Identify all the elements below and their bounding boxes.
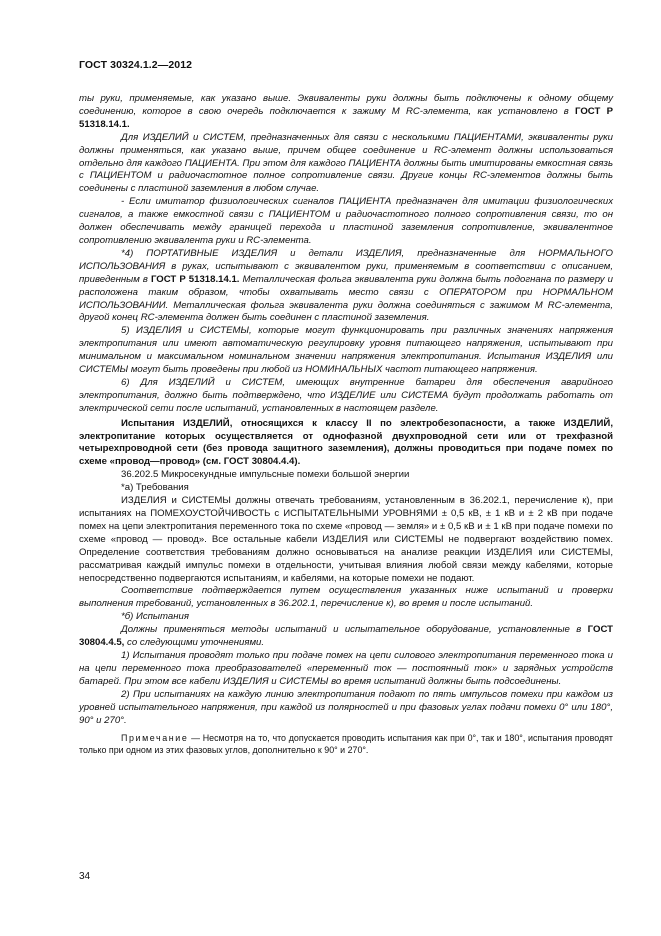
paragraph-supply-voltage: 5) ИЗДЕЛИЯ и СИСТЕМЫ, которые могут функционировать при различных значениях напряжения электропитания или имеют автоматическую регулировку уровня питающего напряжения, испытывают при минимальном и максимальном номинальном значении напряжения электропитания. Испытания ИЗДЕЛИЯ или СИСТЕМЫ могут быть проведены при любой из НОМИНАЛЬНЫХ частот питающего напряжения.	[79, 325, 613, 376]
paragraph-internal-batteries: 6) Для ИЗДЕЛИЙ и СИСТЕМ, имеющих внутренние батареи для обеспечения аварийного электропитания, должно быть подтверждено, что ИЗДЕЛИЕ или СИСТЕМА будут продолжать работать от электрической сети после испытаний, установленных в настоящем разделе.	[79, 376, 613, 414]
paragraph-compliance: Соответствие подтверждается путем осуществления указанных ниже испытаний и проверки выполнения требований, установленных в 36.202.1, перечисление к), во время и после испытаний.	[79, 585, 613, 610]
paragraph-test-methods: Должны применяться методы испытаний и испытательное оборудование, установленные в ГОСТ 30804.4.5, со следующими уточнениями.	[79, 624, 613, 649]
note-text: — Несмотря на то, что допускается проводить испытания как при 0°, так и 180°, испытания проводят только при одном из этих фазовых углов, дополнительно к 90° и 270°.	[79, 733, 613, 756]
page-number: 34	[79, 871, 91, 882]
paragraph-hand-equivalent-connection: ты руки, применяемые, как указано выше. Эквиваленты руки должны быть подключены к одному общему соединению, которое в свою очередь подключается к зажиму М RC-элемента, как установлено в ГОСТ Р 51318.14.1.	[79, 93, 613, 130]
paragraph-multiple-patients: Для ИЗДЕЛИЙ и СИСТЕМ, предназначенных для связи с несколькими ПАЦИЕНТАМИ, эквиваленты руки должны применяться, как указано выше, причем общее соединение и RC-элемент должны использоваться отдельно для каждого ПАЦИЕНТА. При этом для каждого ПАЦИЕНТА должны быть имитированы емкостная связь с ПАЦИЕНТОМ и радиочастотное полное сопротивление связи. Другие концы RC-элементов должны быть соединены с пластиной заземления в любом случае.	[79, 131, 613, 195]
document-body	[79, 93, 613, 756]
note	[79, 732, 613, 756]
subsection-tests: *б) Испытания	[121, 611, 189, 623]
document-header: ГОСТ 30324.1.2—2012	[79, 59, 193, 71]
paragraph-test-item-1: 1) Испытания проводят только при подаче помех на цепи силового электропитания переменного тока и на цепи переменного тока преобразователей «переменный ток — постоянный ток» и зарядных устройств батарей. При этом все кабели ИЗДЕЛИЯ и СИСТЕМЫ во время испытаний должны быть подсоединены.	[79, 649, 613, 687]
section-heading-36-202-5: 36.202.5 Микросекундные импульсные помехи большой энергии	[121, 469, 410, 481]
note-label: Примечание	[121, 733, 189, 744]
paragraph-class-ii-testing: Испытания ИЗДЕЛИЙ, относящихся к классу II по электробезопасности, а также ИЗДЕЛИЙ, электропитание которых осуществляется от однофазной двухпроводной сети или от трехфазной четырехпроводной сети (без провода защитного заземления), должны проводиться при подаче помех по схеме «провод—провод» (см. ГОСТ 30804.4.4).	[79, 417, 613, 468]
paragraph-portable-devices: *4) ПОРТАТИВНЫЕ ИЗДЕЛИЯ и детали ИЗДЕЛИЯ, предназначенные для НОРМАЛЬНОГО ИСПОЛЬЗОВАНИЯ в руках, испытывают с эквивалентом руки, применяемым в соответствии с описанием, приведенным в ГОСТ Р 51318.14.1. Металлическая фольга эквивалента руки должна быть подогнана по размеру и расположена таким образом, чтобы охватывать место связи с ОПЕРАТОРОМ при НОРМАЛЬНОМ ИСПОЛЬЗОВАНИИ. Металлическая фольга эквивалента руки должна соединяться с зажимом М RC-элемента, другой конец RC-элемента должен быть соединен с пластиной заземления.	[79, 247, 613, 324]
paragraph-test-item-2: 2) При испытаниях на каждую линию электропитания подают по пять импульсов помехи при каждом из уровней испытательного напряжения, при каждой из полярностей и при фазовых углах подачи помехи 0° или 180°, 90° и 270°.	[79, 688, 613, 726]
subsection-requirements: *а) Требования	[121, 482, 189, 494]
paragraph-patient-simulator: - Если имитатор физиологических сигналов ПАЦИЕНТА предназначен для имитации физиологических сигналов, а также емкостной связи с ПАЦИЕНТОМ и радиочастотного полного сопротивления связи, то он должен обеспечивать между границей перехода и пластиной заземления сопротивление, эквивалентное сопротивлению эквивалента руки и RC-элемента.	[79, 196, 613, 246]
paragraph-immunity-requirements: ИЗДЕЛИЯ и СИСТЕМЫ должны отвечать требованиям, установленным в 36.202.1, перечисление к), при испытаниях на ПОМЕХОУСТОЙЧИВОСТЬ с ИСПЫТАТЕЛЬНЫМИ УРОВНЯМИ ± 0,5 кВ, ± 1 кВ и ± 2 кВ при подаче помех на цепи электропитания переменного тока по схеме «провод — земля» и ± 0,5 кВ и ± 1 кВ при подаче помехи по схеме «провод — провод». Все остальные кабели ИЗДЕЛИЯ или СИСТЕМЫ не подвергают воздействию помех. Определение соответствия требованиям должно основываться на анализе реакции ИЗДЕЛИЯ или СИСТЕМЫ, рассматривая каждый импульс помехи в отдельности, учитывая влияния любой связи между кабелями, которые непосредственно подвергаются испытаниям, и кабелями, на которые помехи не подают.	[79, 495, 613, 584]
